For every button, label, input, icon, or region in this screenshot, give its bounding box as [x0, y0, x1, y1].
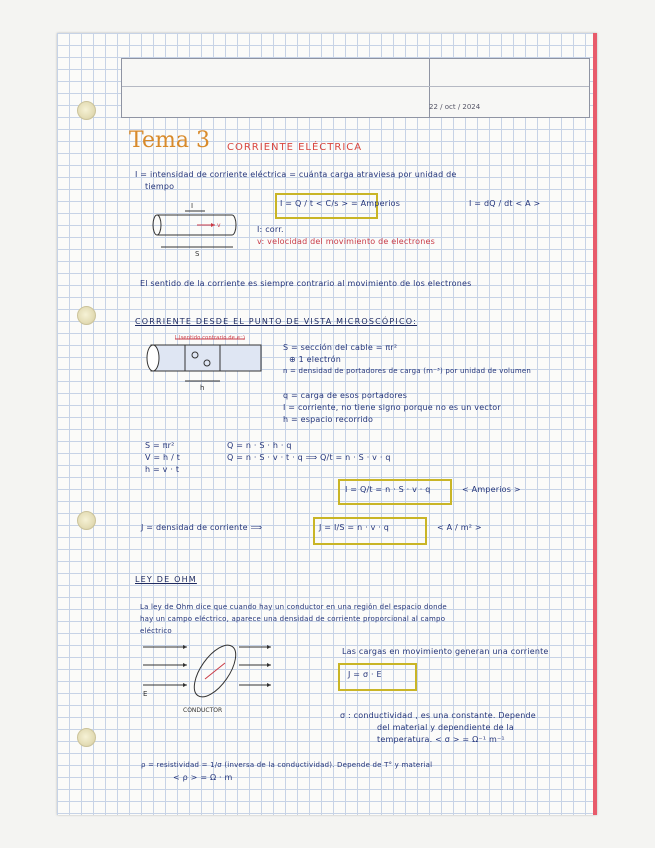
current-unit: < Amperios >: [462, 485, 521, 494]
cable-current-label: I (sentido contrario de e⁻): [175, 335, 246, 341]
section-microscopic: CORRIENTE DESDE EL PUNTO DE VISTA MICROSCÓPICO:: [135, 317, 418, 326]
charges-text: Las cargas en movimiento generan una corriente: [342, 647, 549, 656]
field-label: E: [143, 690, 148, 698]
legend-current: I: corr.: [257, 225, 284, 234]
rho-line-2: < ρ > = Ω · m: [173, 773, 233, 782]
sigma-line-3: temperatura. < σ > = Ω⁻¹ m⁻¹: [377, 735, 505, 744]
date: 22 / oct / 2024: [429, 103, 481, 111]
ohm-text-3: eléctrico: [140, 627, 172, 635]
bullet-electron: ⊕ 1 electrón: [289, 355, 341, 364]
binder-hole: [77, 728, 96, 747]
svg-text:S: S: [195, 250, 200, 258]
binder-hole: [77, 101, 96, 120]
cable-diagram: [145, 333, 275, 395]
density-formula: J = I/S = n · v · q: [319, 523, 390, 532]
margin-line: [593, 33, 597, 815]
bullet-current: I = corriente, no tiene signo porque no es un vector: [283, 403, 501, 412]
current-formula: I = Q/t = n · S · v · q: [345, 485, 431, 494]
sigma-line-2: del material y dependiente de la: [377, 723, 515, 732]
rho-line-1: ρ = resistividad = 1/σ (inversa de la conductividad). Depende de T° y material: [141, 761, 433, 769]
density-unit: < A / m² >: [437, 523, 482, 532]
wire-diagram: [147, 201, 247, 271]
legend-velocity: v: velocidad del movimiento de electrones: [257, 237, 436, 246]
ohm-formula: J = σ · E: [348, 670, 382, 679]
intensity-formula: I = Q / t < C/s > = Amperios: [280, 199, 401, 208]
eq-left-1: S = πr²: [145, 441, 175, 450]
bullet-section: S = sección del cable = πr²: [283, 343, 398, 352]
binder-hole: [77, 511, 96, 530]
ohm-text-2: hay un campo eléctrico, aparece una densidad de corriente proporcional al campo: [140, 615, 446, 623]
header-box: [121, 58, 590, 118]
eq-left-3: h = v · t: [145, 465, 180, 474]
sigma-line-1: σ : conductividad , es una constante. Depende: [340, 711, 536, 720]
binder-hole: [77, 306, 96, 325]
intro-line-1: I = intensidad de corriente eléctrica = cuánta carga atraviesa por unidad de: [135, 170, 457, 179]
tema-title: CORRIENTE ELÉCTRICA: [227, 142, 363, 153]
eq-right-2: Q = n · S · v · t · q ⟹ Q/t = n · S · v · q: [227, 453, 391, 462]
bullet-density: n = densidad de portadores de carga (m⁻³) por unidad de volumen: [283, 367, 531, 375]
section-ohm: LEY DE OHM: [135, 575, 197, 584]
svg-text:I: I: [191, 202, 194, 210]
ohm-text-1: La ley de Ohm dice que cuando hay un conductor en una región del espacio donde: [140, 603, 447, 611]
svg-text:v: v: [217, 222, 221, 229]
svg-text:h: h: [200, 384, 205, 392]
eq-right-1: Q = n · S · h · q: [227, 441, 292, 450]
eq-left-2: V = h / t: [145, 453, 181, 462]
tema-label: Tema 3: [129, 128, 210, 153]
direction-sentence: El sentido de la corriente es siempre contrario al movimiento de los electrones: [140, 279, 472, 288]
conductor-label: CONDUCTOR: [183, 707, 223, 714]
density-text: J = densidad de corriente ⟹: [141, 523, 263, 532]
intro-line-2: tiempo: [145, 182, 175, 191]
notebook-page: [57, 33, 597, 815]
bullet-distance: h = espacio recorrido: [283, 415, 374, 424]
intensity-derivative: I = dQ / dt < A >: [469, 199, 541, 208]
bullet-charge: q = carga de esos portadores: [283, 391, 408, 400]
